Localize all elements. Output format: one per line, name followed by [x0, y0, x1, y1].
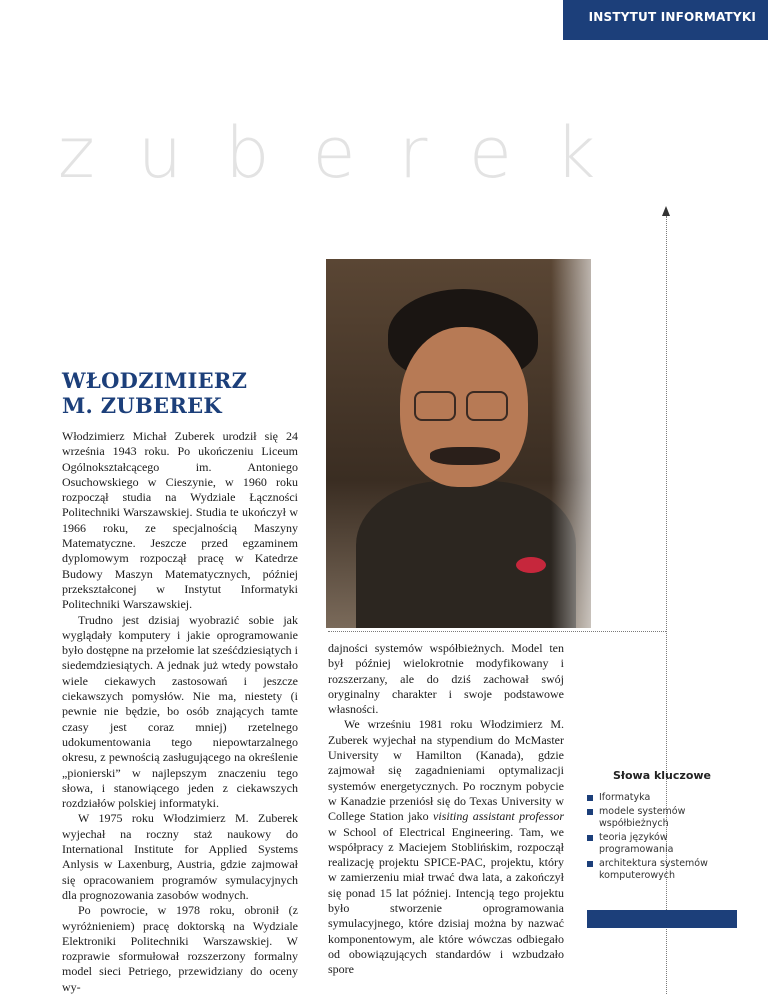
keyword-text: teoria języków programowania [599, 832, 674, 855]
square-bullet-icon [587, 809, 593, 815]
section-label: INSTYTUT INFORMATYKI [588, 10, 756, 24]
article-column-2 [328, 641, 564, 978]
paragraph-text: We wrześniu 1981 roku Włodzimierz M. Zuberek wyjechał na stypendium do McMaster University w Hamilton (Kanada), gdzie zajmował się zagadnieniami optymalizacji systemów energetycznych. Po rocznym pobycie w Kanadzie przeniósł się do Texas University w College Station jako [328, 717, 564, 824]
accent-block [587, 910, 737, 928]
paragraph: Trudno jest dzisiaj wyobrazić sobie jak wyglądały komputery i jakie oprogramowanie było dostępne na przełomie lat sześćdziesiątych i siedemdziesiątych. A jednak już wtedy powstało wiele ciekawych zastosowań i jeszcze ciekawszych pomysłów. Nie ma, niestety (i pewnie nie będzie, bo osób znających tamte czasy jest coraz mniej) rzetelnego udokumentowania tego niepowtarzalnego okresu, z pewnością zasługującego na określenie „pionierski” w najlepszym znaczeniu tego słowa, i stanowiącego jeden z ciekawszych rozdziałów polskiej informatyki. [62, 612, 298, 811]
square-bullet-icon [587, 835, 593, 841]
keyword-item [587, 806, 737, 830]
title-line-1: WŁODZIMIERZ [62, 368, 248, 393]
paragraph [328, 717, 564, 977]
keyword-text: modele systemów współbieżnych [599, 806, 686, 829]
keyword-item [587, 792, 737, 804]
header-bar [563, 0, 768, 40]
keywords-title: Słowa kluczowe [613, 769, 711, 782]
square-bullet-icon [587, 795, 593, 801]
article-column-1 [62, 429, 298, 995]
keyword-text: architektura systemów komputerowych [599, 858, 708, 881]
paragraph-text: w School of Electrical Engineering. Tam, we współpracy z Maciejem Stoblińskim, rozpoczął realizację projektu SPICE-PAC, projektu, który w zamierzeniu miał trwać dwa lata, a zakończył się ponad 15 lat później. Intencją tego projektu było stworzenie oprogramowania symulacyjnego, które dzisiaj można by nazwać komponentowym, ale które wówczas odbiegało od obowiązujących standardów i wzbudzało spore [328, 824, 564, 977]
keyword-text: Iformatyka [599, 792, 651, 803]
square-bullet-icon [587, 861, 593, 867]
paragraph: dajności systemów współbieżnych. Model ten był później wielokrotnie modyfikowany i rozszerzany, ale do dziś zachował swój oryginalny charakter i swoje podstawowe własności. [328, 641, 564, 717]
keyword-item [587, 832, 737, 856]
italic-phrase: visiting assistant professor [433, 809, 564, 824]
article-title [62, 368, 247, 418]
paragraph: Włodzimierz Michał Zuberek urodził się 24 września 1943 roku. Po ukończeniu Liceum Ogólnokształcącego im. Antoniego Osuchowskiego w Cieszynie, w 1960 roku rozpoczął studia na Wydziale Łączności Politechniki Warszawskiej. Studia te ukończył w 1966 roku, ze specjalnością Maszyny Matematyczne. Jeszcze przed egzaminem dyplomowym rozpoczął pracę w Katedrze Budowy Maszyn Matematycznych, później przekształconej w Instytut Informatyki Politechniki Warszawskiej. [62, 429, 298, 612]
portrait-photo [326, 259, 591, 628]
arrow-up-icon [662, 206, 670, 216]
paragraph: W 1975 roku Włodzimierz M. Zuberek wyjechał na roczny staż naukowy do International Institute for Applied Systems Anlysis w Laxenburg, Austria, gdzie zajmował się opracowaniem programów symulacyjnych dla prognozowania zasobów wodnych. [62, 811, 298, 902]
title-line-2: M. ZUBEREK [62, 393, 222, 418]
paragraph: Po powrocie, w 1978 roku, obronił (z wyróżnieniem) pracę doktorską na Wydziale Elektroniki Politechniki Warszawskiej. W rozprawie sformułował rozszerzony formalny model sieci Petriego, przewidziany do oceny wy- [62, 903, 298, 994]
dotted-divider-horizontal [328, 631, 666, 632]
decorative-surname: zuberek [58, 112, 639, 194]
keyword-item [587, 858, 737, 882]
keywords-box [587, 769, 737, 884]
